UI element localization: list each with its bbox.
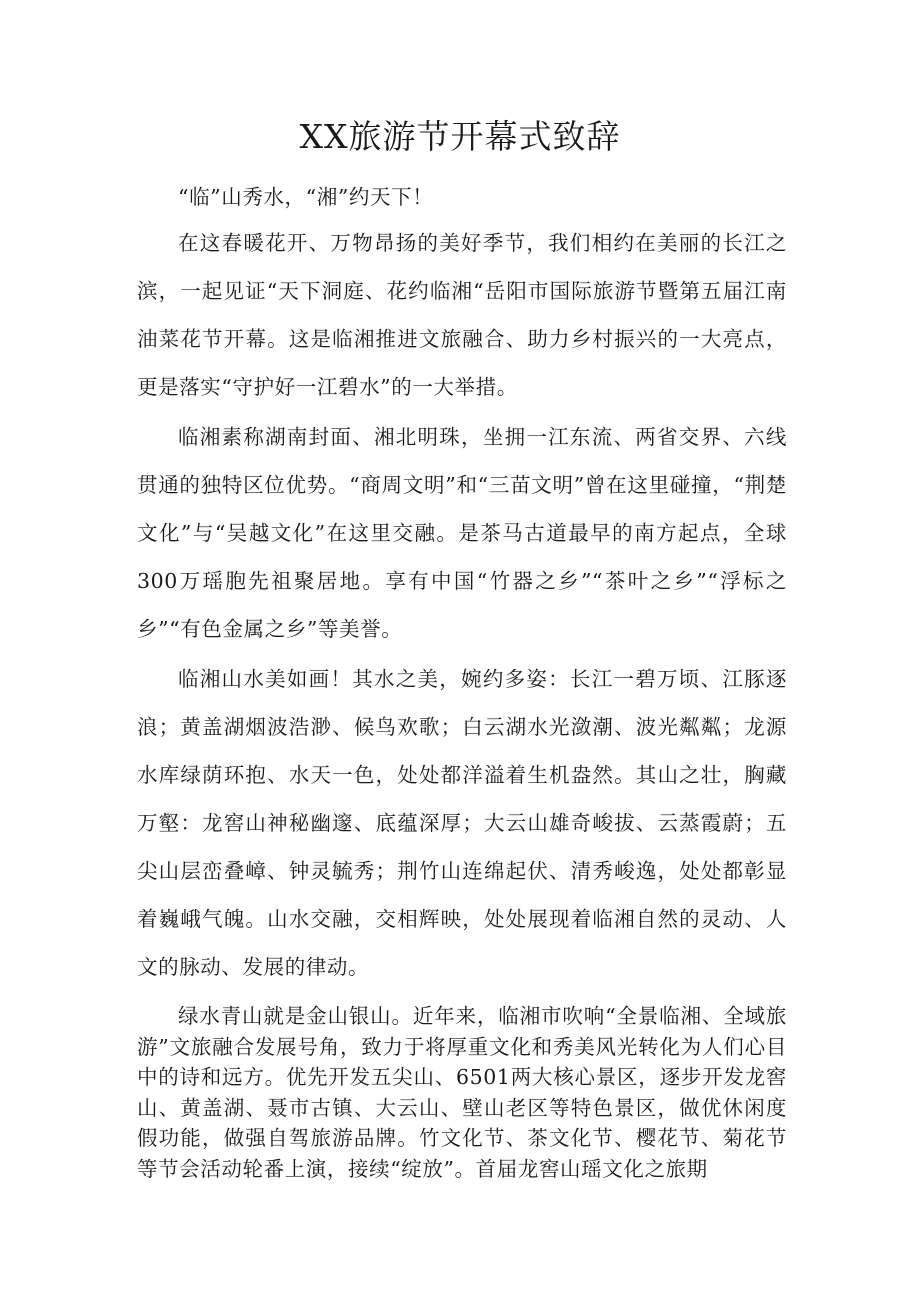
tourism-development-paragraph: 绿水青山就是金山银山。近年来，临湘市吹响“全景临湘、全域旅游”文旅融合发展号角，致力于将厚重文化和秀美风光转化为人们心目中的诗和远方。优先开发五尖山、6501两大核心景区，逐步开发龙窖山、黄盖湖、聂市古镇、大云山、壁山老区等特色景区，做优休闲度假功能，做强自驾旅游品牌。竹文化节、茶文化节、樱花节、菊花节等节会活动轮番上演，接续“绽放”。首届龙窖山瑶文化之旅期 [137,1004,787,1181]
document-title: XX旅游节开幕式致辞 [299,117,621,156]
scenery-paragraph: 临湘山水美如画！其水之美，婉约多姿：长江一碧万顷、江豚逐浪；黄盖湖烟波浩渺、候鸟欢歌；白云湖水光潋潮、波光粼粼；龙源水库绿荫环抱、水天一色，处处都洋溢着生机盎然。其山之壮，胸藏万壑：龙窖山神秘幽邃、底蕴深厚；大云山雄奇峻拔、云蒸霞蔚；五尖山层峦叠嶂、钟灵毓秀；荆竹山连绵起伏、清秀峻逸，处处都彰显着巍峨气魄。山水交融，交相辉映，处处展现着临湘自然的灵动、人文的脉动、发展的律动。 [137,667,787,979]
slogan-paragraph: “临”山秀水，“湘”约天下！ [178,185,434,209]
opening-paragraph: 在这春暖花开、万物昂扬的美好季节，我们相约在美丽的长江之滨，一起见证“天下洞庭、花约临湘“岳阳市国际旅游节暨第五届江南油菜花节开幕。这是临湘推进文旅融合、助力乡村振兴的一大亮点，更是落实“守护好一江碧水”的一大举措。 [137,231,787,399]
location-paragraph: 临湘素称湖南封面、湘北明珠，坐拥一江东流、两省交界、六线贯通的独特区位优势。“商周文明”和“三苗文明”曾在这里碰撞，“荆楚文化”与“吴越文化”在这里交融。是茶马古道最早的南方起点，全球300万瑶胞先祖聚居地。享有中国“竹器之乡”“茶叶之乡”“浮标之乡”“有色金属之乡”等美誉。 [137,425,787,641]
